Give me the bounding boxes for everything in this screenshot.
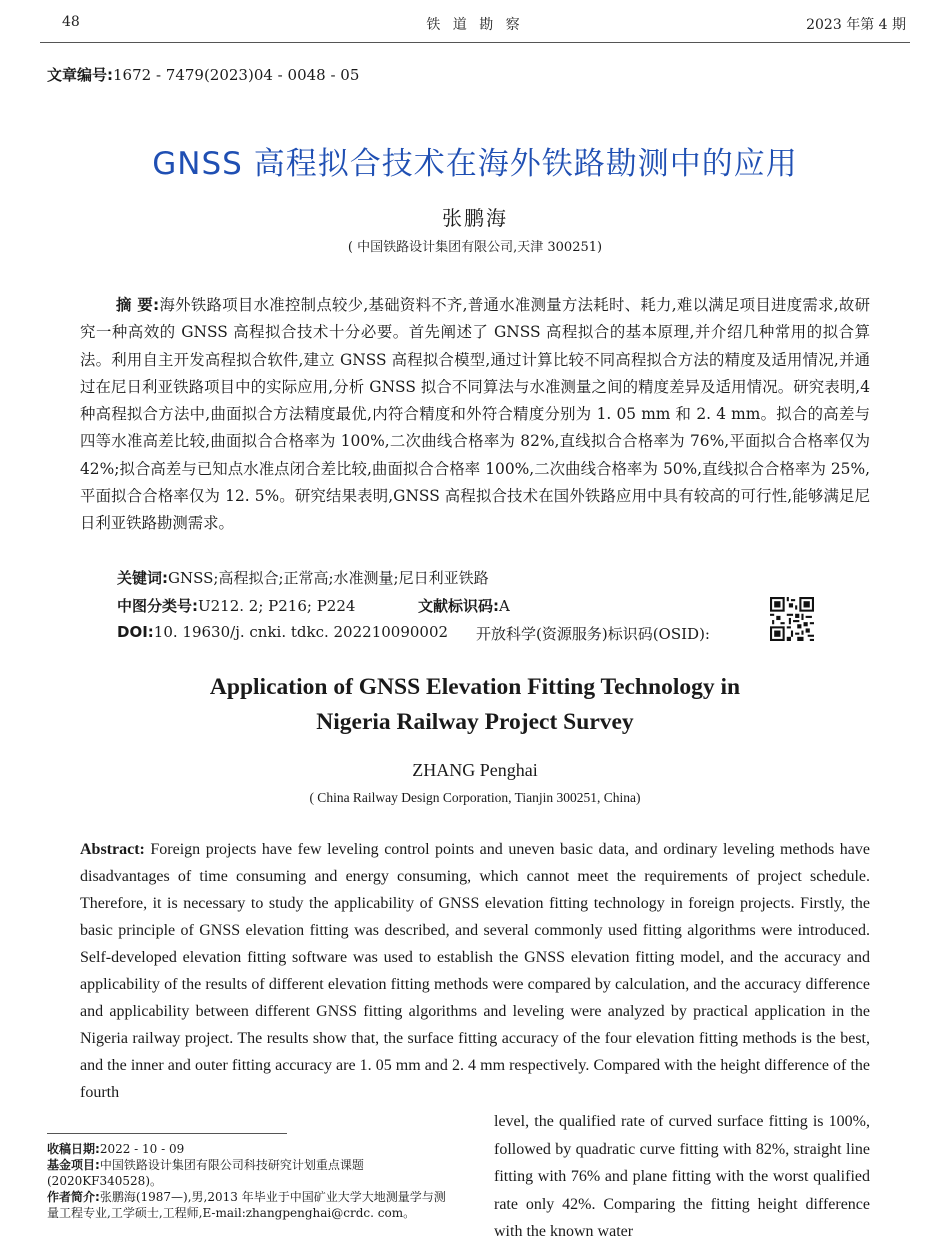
- article-number-value: 1672 - 7479(2023)04 - 0048 - 05: [113, 66, 360, 84]
- affiliation-chinese: ( 中国铁路设计集团有限公司,天津 300251): [347, 240, 603, 255]
- author-bio: [47, 1189, 447, 1221]
- author-english: ZHANG Penghai: [412, 760, 538, 780]
- keywords: [117, 567, 489, 588]
- article-number: [47, 64, 359, 85]
- footnotes: [47, 1141, 447, 1221]
- abstract-chinese-text: 海外铁路项目水准控制点较少,基础资料不齐,普通水准测量方法耗时、耗力,难以满足项目进度需求,故研究一种高效的 GNSS 高程拟合技术十分必要。首先阐述了 GNSS 高程拟合的基本原理,并介绍几种常用的拟合算法。利用自主开发高程拟合软件,建立 GNSS 高程拟合模型,通过计算比较不同高程拟合方法的精度及适用情况,并通过在尼日利亚铁路项目中的实际应用,分析 GNSS 拟合不同算法与水准测量之间的精度差异及适用情况。研究表明,4 种高程拟合方法中,曲面拟合方法精度最优,内符合精度和外符合精度分别为 1. 05 mm 和 2. 4 mm。拟合的高差与四等水准高差比较,曲面拟合合格率为 100%,二次曲线合格率为 82%,直线拟合合格率为 76%,平面拟合合格率仅为 42%;拟合高差与已知点水准点闭合差比较,曲面拟合合格率 100%,二次曲线合格率为 50%,直线拟合合格率为 25%,平面拟合合格率仅为 12. 5%。研究结果表明,GNSS 高程拟合技术在国外铁路应用中具有较高的可行性,能够满足尼日利亚铁路勘测需求。: [80, 296, 871, 533]
- author-chinese: 张鹏海: [442, 206, 508, 230]
- title-english-line1: Application of GNSS Elevation Fitting Technology in: [209, 674, 741, 700]
- doi-label: DOI:: [117, 623, 154, 641]
- abstract-english-continuation: level, the qualified rate of curved surface fitting is 100%, followed by quadratic curve fitting with 82%, straight line fitting with 76% and plane fitting with the worst qualified rate only 42%. Comparing the fitting height difference with the known water: [494, 1113, 870, 1240]
- affiliation-english: ( China Railway Design Corporation, Tianjin 300251, China): [309, 790, 641, 805]
- title-chinese: GNSS 高程拟合技术在海外铁路勘测中的应用: [152, 146, 798, 182]
- abstract-chinese: [80, 292, 870, 538]
- clc-value: U212. 2; P216; P224: [198, 597, 356, 615]
- abstract-english-label: Abstract:: [80, 841, 145, 858]
- bio-label: 作者简介:: [47, 1190, 100, 1204]
- osid-label: 开放科学(资源服务)标识码(OSID):: [476, 625, 710, 643]
- title-english-line2: Nigeria Railway Project Survey: [316, 709, 634, 735]
- clc-label: 中图分类号:: [117, 597, 198, 615]
- received-value: 2022 - 10 - 09: [99, 1142, 185, 1156]
- abstract-english-text: Foreign projects have few leveling control points and uneven basic data, and ordinary leveling methods have disadvantages of time consuming and energy consuming, which cannot meet the requirements of project schedule. Therefore, it is necessary to study the applicability of GNSS elevation fitting technology in foreign projects. Firstly, the basic principle of GNSS elevation fitting was described, and several commonly used fitting algorithms were introduced. Self-developed elevation fitting software was used to establish the GNSS elevation fitting model, and the accuracy and applicability of the results of different elevation fitting methods were compared by calculation, and the accuracy difference and applicability between different GNSS fitting algorithms and leveling were analyzed by practical application in the Nigeria railway project. The results show that, the surface fitting accuracy of the four elevation fitting methods is the best, and the inner and outer fitting accuracy are 1. 05 mm and 2. 4 mm respectively. Compared with the height difference of the fourth: [80, 841, 870, 1101]
- footnote-rule: [47, 1133, 287, 1134]
- bio-value: 张鹏海(1987—),男,2013 年毕业于中国矿业大学大地测量学与测量工程专业,工学硕士,工程师,E-mail:zhangpenghai@crdc. com。: [47, 1190, 446, 1220]
- doi: [117, 623, 448, 641]
- title-english: [0, 670, 950, 740]
- issue-label: 2023 年第 4 期: [806, 17, 906, 33]
- received-label: 收稿日期:: [47, 1142, 100, 1156]
- abstract-chinese-label: 摘 要:: [116, 296, 160, 314]
- keywords-label: 关键词:: [117, 569, 168, 587]
- article-number-label: 文章编号:: [47, 66, 113, 84]
- header-rule: [40, 42, 910, 43]
- document-code: [418, 595, 510, 616]
- received-date: [47, 1141, 447, 1157]
- doi-value: 10. 19630/j. cnki. tdkc. 202210090002: [153, 623, 449, 641]
- document-code-label: 文献标识码:: [418, 597, 499, 615]
- fund-value: 中国铁路设计集团有限公司科技研究计划重点课题(2020KF340528)。: [47, 1158, 364, 1188]
- fund-label: 基金项目:: [47, 1158, 100, 1172]
- keywords-value: GNSS;高程拟合;正常高;水准测量;尼日利亚铁路: [168, 569, 489, 587]
- journal-name: 铁 道 勘 察: [426, 17, 524, 33]
- qr-code-icon[interactable]: [770, 597, 814, 641]
- fund-project: [47, 1157, 447, 1189]
- page-number: 48: [62, 14, 80, 30]
- abstract-english: [80, 836, 870, 1106]
- document-code-value: A: [499, 597, 510, 615]
- clc-number: [117, 595, 355, 616]
